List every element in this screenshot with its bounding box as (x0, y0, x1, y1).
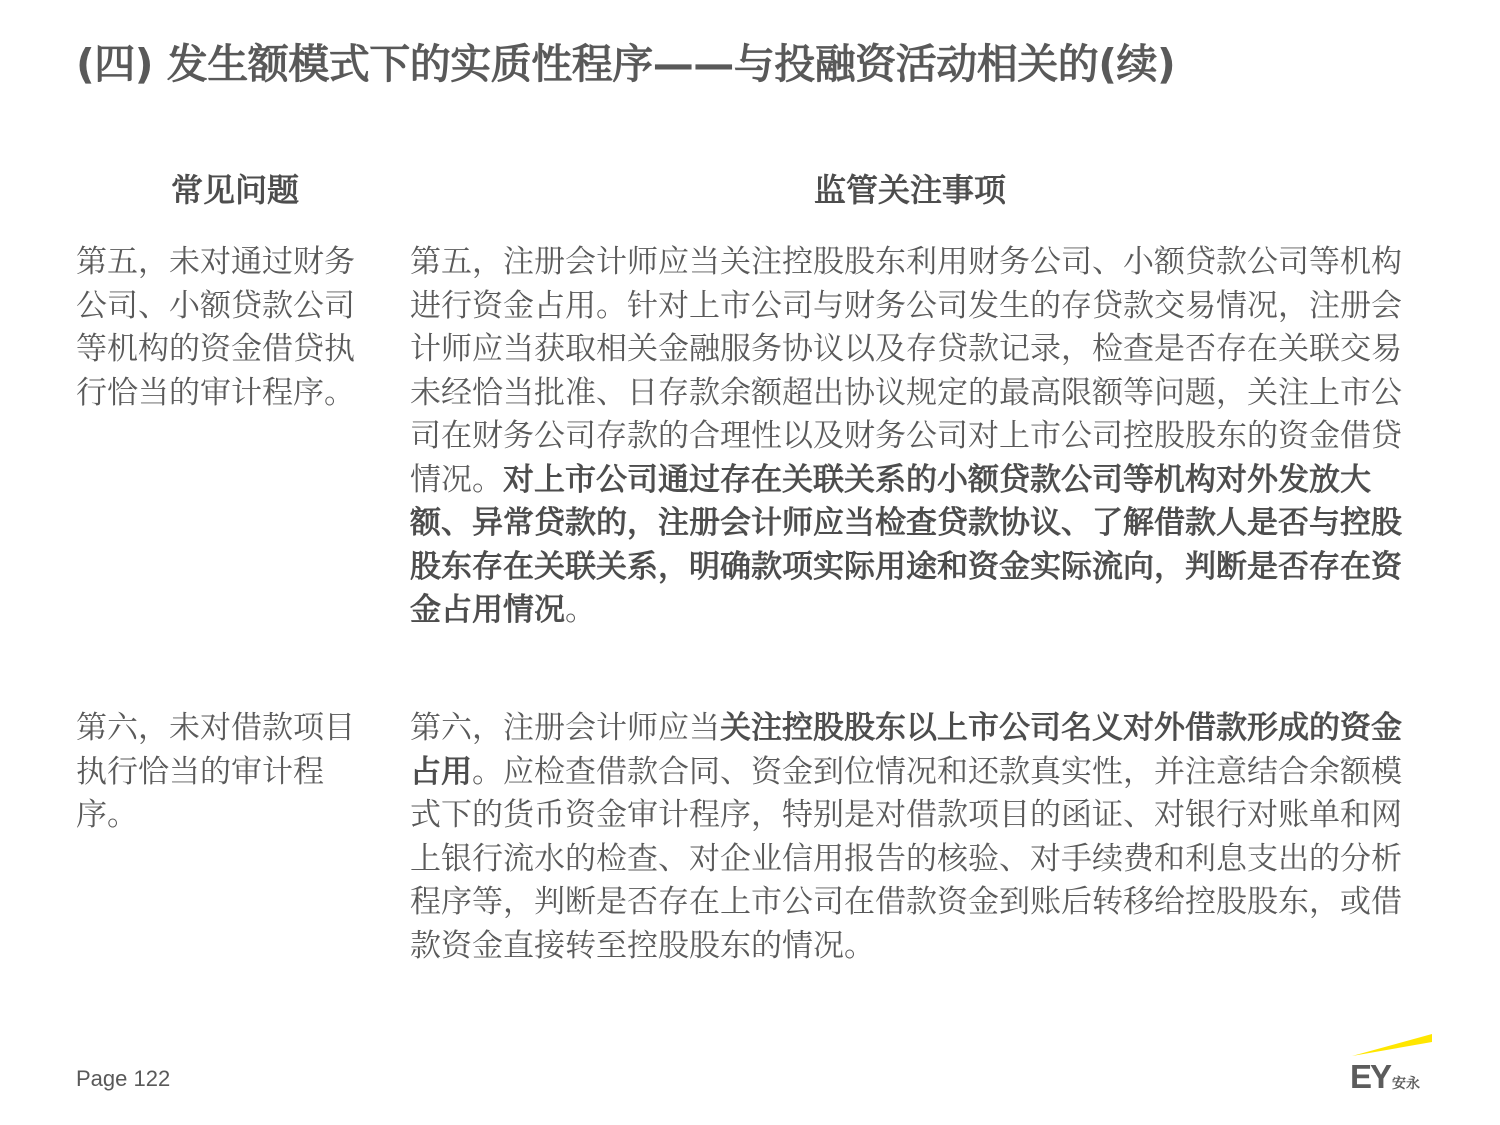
page-title: (四) 发生额模式下的实质性程序——与投融资活动相关的(续) (76, 40, 1176, 88)
concern-5-end: 。 (565, 592, 596, 628)
concern-5-text (410, 241, 1410, 633)
issue-5-text: 第五，未对通过财务公司、小额贷款公司等机构的资金借贷执行恰当的审计程序。 (76, 244, 355, 411)
concern-5-bold: 对上市公司通过存在关联关系的小额贷款公司等机构对外发放大额、异常贷款的，注册会计师应当检查贷款协议、了解借款人是否与控股股东存在关联关系，明确款项实际用途和资金实际流向，判断是否存在资金占用情况 (410, 461, 1402, 628)
column-header-common-issues: 常见问题 (170, 171, 299, 209)
ey-logo-beam-icon (1348, 1030, 1438, 1060)
concern-6-start: 第六，注册会计师应当 (410, 710, 720, 746)
ey-logo-text: EY (1350, 1058, 1391, 1095)
concern-6-bold: 关注控股股东以上市公司名义对外借款形成的资金占用 (410, 710, 1402, 790)
concern-6-rest: 。应检查借款合同、资金到位情况和还款真实性，并注意结合余额模式下的货币资金审计程序，特别是对借款项目的函证、对银行对账单和网上银行流水的检查、对企业信用报告的核验、对手续费和利息支出的分析程序等，判断是否存在上市公司在借款资金到账后转移给控股股东，或借款资金直接转至控股股东的情况。 (410, 753, 1402, 964)
ey-logo (1348, 1030, 1438, 1100)
issue-6-text: 第六，未对借款项目执行恰当的审计程序。 (76, 710, 355, 833)
concern-5-normal: 第五，注册会计师应当关注控股股东利用财务公司、小额贷款公司等机构进行资金占用。针对上市公司与财务公司发生的存贷款交易情况，注册会计师应当获取相关金融服务协议以及存贷款记录，检查是否存在关联交易未经恰当批准、日存款余额超出协议规定的最高限额等问题，关注上市公司在财务公司存款的合理性以及财务公司对上市公司控股股东的资金借贷情况。 (410, 244, 1402, 498)
page-number: Page 122 (76, 1066, 171, 1091)
column-header-regulatory-concerns: 监管关注事项 (813, 171, 1006, 209)
concern-6-text (410, 707, 1410, 968)
ey-logo-chinese: 安永 (1392, 1076, 1420, 1092)
